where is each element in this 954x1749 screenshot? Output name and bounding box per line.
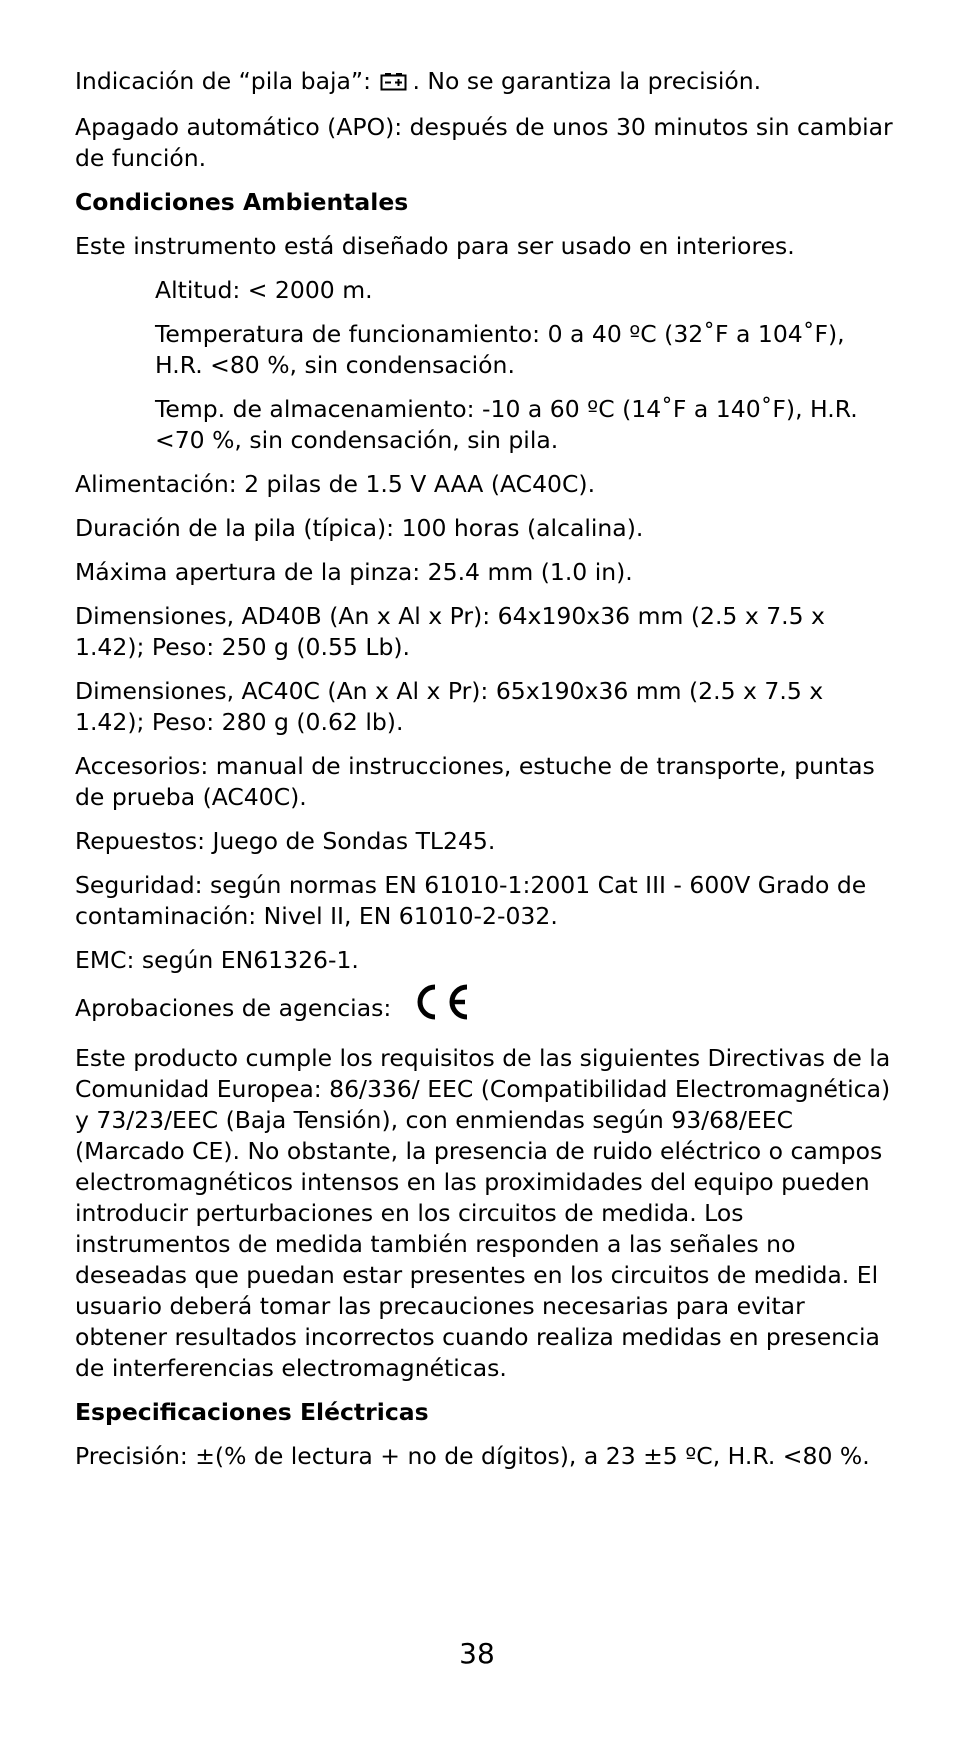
- jaw-opening: Máxima apertura de la pinza: 25.4 mm (1.0 in).: [75, 558, 633, 586]
- accuracy: Precisión: ±(% de lectura + no de dígitos), a 23 ±5 ºC, H.R. <80 %.: [75, 1442, 870, 1470]
- dimensions-ac40c: Dimensiones, AC40C (An x Al x Pr): 65x190x36 mm (2.5 x 7.5 x 1.42); Peso: 280 g (0.62 lb).: [75, 677, 824, 736]
- safety: Seguridad: según normas EN 61010-1:2001 Cat III - 600V Grado de contaminación: Nivel II, EN 61010-2-032.: [75, 871, 867, 930]
- environmental-conditions-heading: Condiciones Ambientales: [75, 188, 409, 216]
- storage-temperature: Temp. de almacenamiento: -10 a 60 ºC (14˚F a 140˚F), H.R. <70 %, sin condensación, sin pila.: [155, 395, 858, 454]
- dimensions-ad40b: Dimensiones, AD40B (An x Al x Pr): 64x190x36 mm (2.5 x 7.5 x 1.42); Peso: 250 g (0.55 Lb).: [75, 602, 825, 661]
- electrical-specifications-heading: Especificaciones Eléctricas: [75, 1398, 429, 1426]
- indoor-use: Este instrumento está diseñado para ser usado en interiores.: [75, 232, 795, 260]
- ce-mark-icon: [409, 982, 473, 1030]
- emc: EMC: según EN61326-1.: [75, 946, 359, 974]
- page-number: 38: [459, 1637, 495, 1670]
- accessories: Accesorios: manual de instrucciones, estuche de transporte, puntas de prueba (AC40C).: [75, 752, 875, 811]
- agency-approvals: [75, 982, 895, 1030]
- battery-icon: [380, 68, 410, 99]
- low-battery-label: Indicación de “pila baja”:: [75, 67, 371, 95]
- power-supply: Alimentación: 2 pilas de 1.5 V AAA (AC40C).: [75, 470, 596, 498]
- eu-directives: Este producto cumple los requisitos de las siguientes Directivas de la Comunidad Europea: 86/336/ EEC (Compatibilidad Electromagnética) y 73/23/EEC (Baja Tensión), con enmiendas según 93/68/EEC (Marcado CE). No obstante, la presencia de ruido eléctrico o campos electromagnéticos intensos en las proximidades del equipo pueden introducir perturbaciones en los circuitos de medida. Los instrumentos de medida también responden a las señales no deseadas que puedan estar presentes en los circuitos de medida. El usuario deberá tomar las precauciones necesarias para evitar obtener resultados incorrectos cuando realiza medidas en presencia de interferencias electromagnéticas.: [75, 1044, 891, 1382]
- spare-parts: Repuestos: Juego de Sondas TL245.: [75, 827, 496, 855]
- document-body: [75, 66, 895, 1485]
- altitude: Altitud: < 2000 m.: [155, 276, 373, 304]
- operating-temperature: Temperatura de funcionamiento: 0 a 40 ºC (32˚F a 104˚F), H.R. <80 %, sin condensación.: [155, 320, 845, 379]
- low-battery-note: . No se garantiza la precisión.: [412, 67, 762, 95]
- auto-power-off: Apagado automático (APO): después de unos 30 minutos sin cambiar de función.: [75, 113, 893, 172]
- battery-life: Duración de la pila (típica): 100 horas (alcalina).: [75, 514, 644, 542]
- low-battery-indication: [75, 66, 895, 99]
- agency-approvals-label: Aprobaciones de agencias:: [75, 994, 392, 1022]
